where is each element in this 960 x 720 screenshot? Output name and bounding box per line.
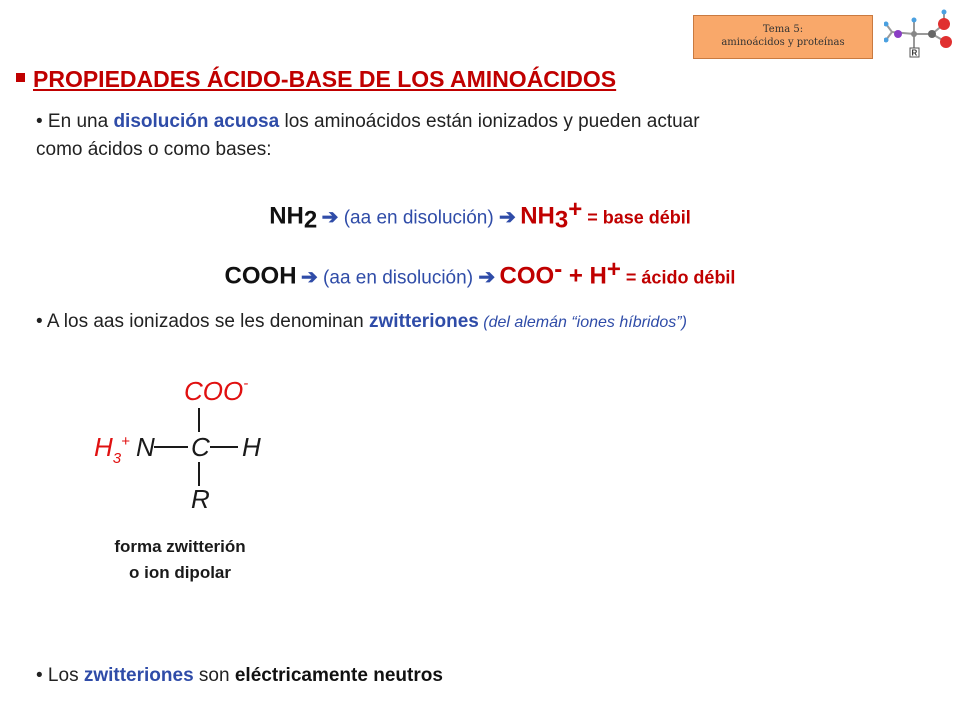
eq2-result: = ácido débil bbox=[620, 267, 736, 288]
bullet2-pre: • A los aas ionizados se les denominan bbox=[36, 311, 370, 332]
structure-h3: $H_3^+$ bbox=[94, 432, 130, 467]
eq1-nh3: NH bbox=[520, 202, 555, 230]
structure-h: H bbox=[242, 432, 261, 462]
topic-tag bbox=[693, 15, 873, 59]
arrow-right-icon: ➔ bbox=[478, 266, 496, 289]
arrow-right-icon: ➔ bbox=[498, 206, 516, 229]
eq1-result: = base débil bbox=[582, 207, 691, 228]
bullet2-highlight: zwitteriones bbox=[369, 311, 479, 332]
bullet-neutral-paragraph bbox=[36, 662, 443, 690]
eq1-nh3-sub: 3 bbox=[554, 206, 569, 234]
bullet1-highlight: disolución acuosa bbox=[113, 111, 280, 132]
zwitterion-structure-diagram bbox=[88, 370, 288, 590]
bullet3-pre: • Los bbox=[36, 665, 84, 686]
topic-tag-line2: aminoácidos y proteínas bbox=[721, 37, 845, 48]
topic-tag-line1: Tema 5: bbox=[762, 24, 804, 35]
svg-text:R: R bbox=[911, 48, 918, 58]
bullet3-highlight: zwitteriones bbox=[83, 665, 194, 686]
eq2-cooh: COOH bbox=[224, 262, 297, 290]
page-title bbox=[16, 66, 616, 93]
arrow-right-icon: ➔ bbox=[321, 206, 339, 229]
bullet-ionized-line1 bbox=[36, 108, 700, 136]
structure-r: R bbox=[191, 484, 210, 514]
structure-n: N bbox=[136, 432, 155, 462]
eq2-h-sup: + bbox=[606, 256, 621, 283]
bullet3-mid: son bbox=[193, 665, 235, 686]
bullet-ionized-paragraph bbox=[36, 108, 700, 164]
page-title-text: PROPIEDADES ÁCIDO-BASE DE LOS AMINOÁCIDOS bbox=[33, 66, 617, 92]
eq2-plus-h: + H bbox=[562, 262, 607, 290]
equation-acid bbox=[0, 256, 960, 290]
structure-c: C bbox=[191, 432, 210, 462]
bullet1-post: los aminoácidos están ionizados y pueden actuar bbox=[279, 111, 700, 132]
structure-caption-line2: o ion dipolar bbox=[129, 563, 231, 582]
bullet-zwitterion-paragraph bbox=[36, 308, 687, 337]
structure-coo: COO- bbox=[184, 375, 249, 406]
bullet2-note: (del alemán “iones híbridos”) bbox=[478, 314, 687, 331]
eq2-middle: (aa en disolución) bbox=[317, 267, 479, 289]
amino-acid-molecule-icon bbox=[884, 8, 954, 64]
eq1-nh2: NH bbox=[269, 202, 304, 230]
bullet3-bold: eléctricamente neutros bbox=[234, 665, 443, 686]
bullet1-pre: • En una bbox=[36, 111, 114, 132]
eq1-nh2-sub: 2 bbox=[303, 206, 318, 234]
eq1-middle: (aa en disolución) bbox=[338, 207, 499, 229]
bullet-square-icon bbox=[16, 73, 25, 82]
equation-base bbox=[0, 196, 960, 235]
eq2-coo: COO bbox=[499, 262, 555, 290]
eq2-coo-sup: - bbox=[554, 256, 563, 283]
eq1-nh3-sup: + bbox=[568, 196, 583, 223]
bullet1-line2: como ácidos o como bases: bbox=[36, 139, 272, 160]
arrow-right-icon: ➔ bbox=[301, 266, 318, 289]
structure-caption-line1: forma zwitterión bbox=[114, 537, 246, 556]
